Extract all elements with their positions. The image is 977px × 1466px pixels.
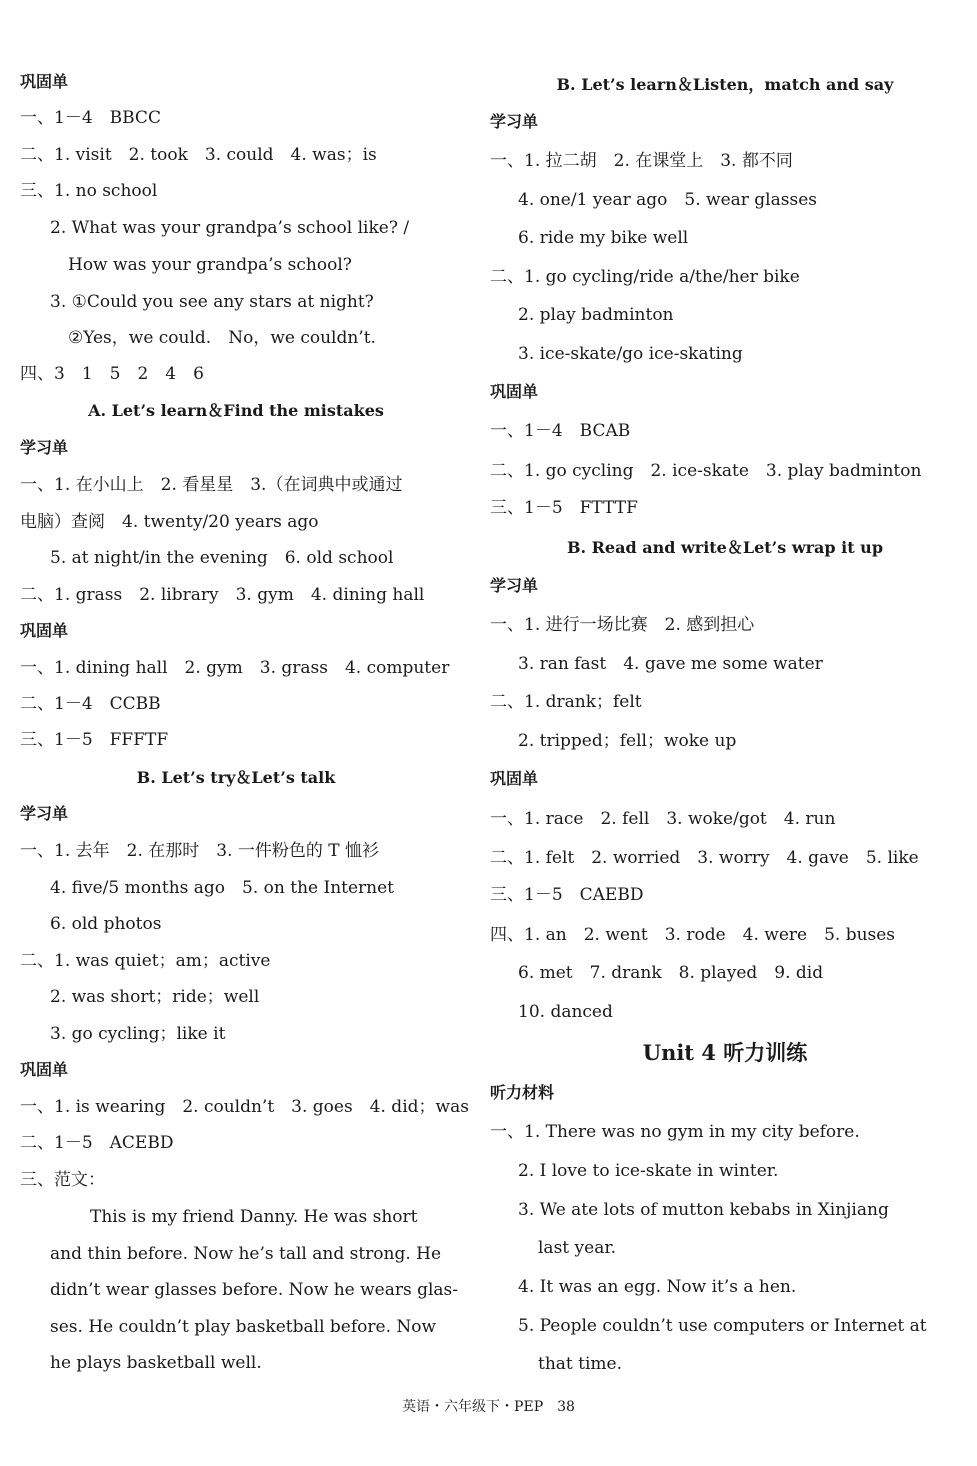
answer-line: 3. ran fast 4. gave me some water (518, 654, 823, 674)
answer-line: 3. We ate lots of mutton kebabs in Xinjiang (518, 1200, 889, 1220)
section-label: 巩固单 (490, 769, 539, 788)
answer-line: 3. go cycling；like it (50, 1024, 226, 1044)
answer-line: 2. tripped；fell；woke up (518, 731, 737, 751)
section-label: 学习单 (490, 112, 539, 131)
answer-line: he plays basketball well. (50, 1353, 262, 1373)
answer-line: 一、1. 进行一场比赛 2. 感到担心 (490, 615, 755, 635)
section-label: 巩固单 (490, 382, 539, 401)
answer-line: 四、3 1 5 2 4 6 (20, 364, 204, 384)
answer-line: 2. was short；ride；well (50, 987, 260, 1007)
answer-line: This is my friend Danny. He was short (90, 1207, 418, 1227)
answer-line: 一、1. race 2. fell 3. woke/got 4. run (490, 809, 836, 829)
section-label: 学习单 (490, 576, 539, 595)
answer-line: 3. ice-skate/go ice-skating (518, 344, 743, 364)
answer-line: 一、1. is wearing 2. couldn’t 3. goes 4. did；was (20, 1097, 469, 1117)
answer-line: 一、1. There was no gym in my city before. (490, 1122, 860, 1142)
section-heading: A. Let’s learn＆Find the mistakes (88, 401, 384, 420)
answer-line: 一、1－4 BBCC (20, 108, 161, 128)
answer-line: 4. five/5 months ago 5. on the Internet (50, 878, 395, 898)
answer-line: 三、1. no school (20, 181, 158, 201)
section-label: 学习单 (20, 438, 69, 457)
answer-line: 二、1. was quiet；am；active (20, 951, 271, 971)
answer-line: 二、1. felt 2. worried 3. worry 4. gave 5. like (490, 848, 919, 868)
answer-line: 一、1－4 BCAB (490, 421, 631, 441)
answer-line: 6. old photos (50, 914, 162, 934)
answer-line: ses. He couldn’t play basketball before. Now (50, 1317, 437, 1337)
section-heading: B. Let’s learn＆Listen，match and say (556, 75, 894, 94)
answer-line: last year. (538, 1238, 616, 1258)
answer-line: 三、1－5 FTTTF (490, 498, 638, 518)
answer-line: 6. ride my bike well (518, 228, 689, 248)
answer-line: 5. at night/in the evening 6. old school (50, 548, 394, 568)
answer-line: How was your grandpa’s school? (68, 255, 352, 275)
answer-line: 四、1. an 2. went 3. rode 4. were 5. buses (490, 925, 896, 945)
answer-line: 三、1－5 CAEBD (490, 885, 644, 905)
section-heading: B. Let’s try＆Let’s talk (136, 768, 336, 787)
answer-line: and thin before. Now he’s tall and strong. He (50, 1244, 442, 1264)
answer-line: ②Yes，we could. No，we couldn’t. (68, 328, 376, 348)
answer-line: 4. one/1 year ago 5. wear glasses (518, 190, 817, 210)
answer-line: 二、1－5 ACEBD (20, 1133, 174, 1153)
answer-line: 一、1. dining hall 2. gym 3. grass 4. computer (20, 658, 450, 678)
answer-line: 4. It was an egg. Now it’s a hen. (518, 1277, 797, 1297)
section-label: 听力材料 (490, 1083, 555, 1102)
section-label: 巩固单 (20, 72, 69, 91)
answer-line: 二、1. visit 2. took 3. could 4. was；is (20, 145, 377, 165)
answer-line: 二、1. grass 2. library 3. gym 4. dining hall (20, 585, 425, 605)
section-heading: B. Read and write＆Let’s wrap it up (566, 538, 884, 557)
answer-line: 二、1. go cycling 2. ice-skate 3. play badminton (490, 461, 922, 481)
answer-line: 3. ①Could you see any stars at night? (50, 292, 374, 312)
answer-line: 电脑）查阅 4. twenty/20 years ago (20, 512, 319, 532)
answer-line: 二、1. drank；felt (490, 692, 642, 712)
answer-line: that time. (538, 1354, 623, 1374)
answer-line: 一、1. 去年 2. 在那时 3. 一件粉色的 T 恤衫 (20, 841, 380, 861)
section-label: 学习单 (20, 804, 69, 823)
answer-line: 2. I love to ice-skate in winter. (518, 1161, 779, 1181)
answer-line: 10. danced (518, 1002, 613, 1022)
answer-line: 一、1. 在小山上 2. 看星星 3.（在词典中或通过 (20, 475, 403, 495)
answer-line: 三、范文： (20, 1170, 105, 1190)
answer-line: 5. People couldn’t use computers or Internet at (518, 1316, 927, 1336)
answer-line: 6. met 7. drank 8. played 9. did (518, 963, 824, 983)
answer-line: 三、1－5 FFFTF (20, 730, 169, 750)
answer-line: 2. What was your grandpa’s school like? / (50, 218, 410, 238)
answer-line: 二、1. go cycling/ride a/the/her bike (490, 267, 800, 287)
section-label: 巩固单 (20, 621, 69, 640)
unit-title: Unit 4 听力训练 (642, 1040, 808, 1065)
page-footer: 英语・六年级下・PEP 38 (402, 1399, 575, 1415)
section-label: 巩固单 (20, 1060, 69, 1079)
answer-line: 一、1. 拉二胡 2. 在课堂上 3. 都不同 (490, 151, 793, 171)
answer-line: 二、1－4 CCBB (20, 694, 161, 714)
answer-line: didn’t wear glasses before. Now he wears glas- (50, 1280, 459, 1300)
answer-line: 2. play badminton (518, 305, 674, 325)
